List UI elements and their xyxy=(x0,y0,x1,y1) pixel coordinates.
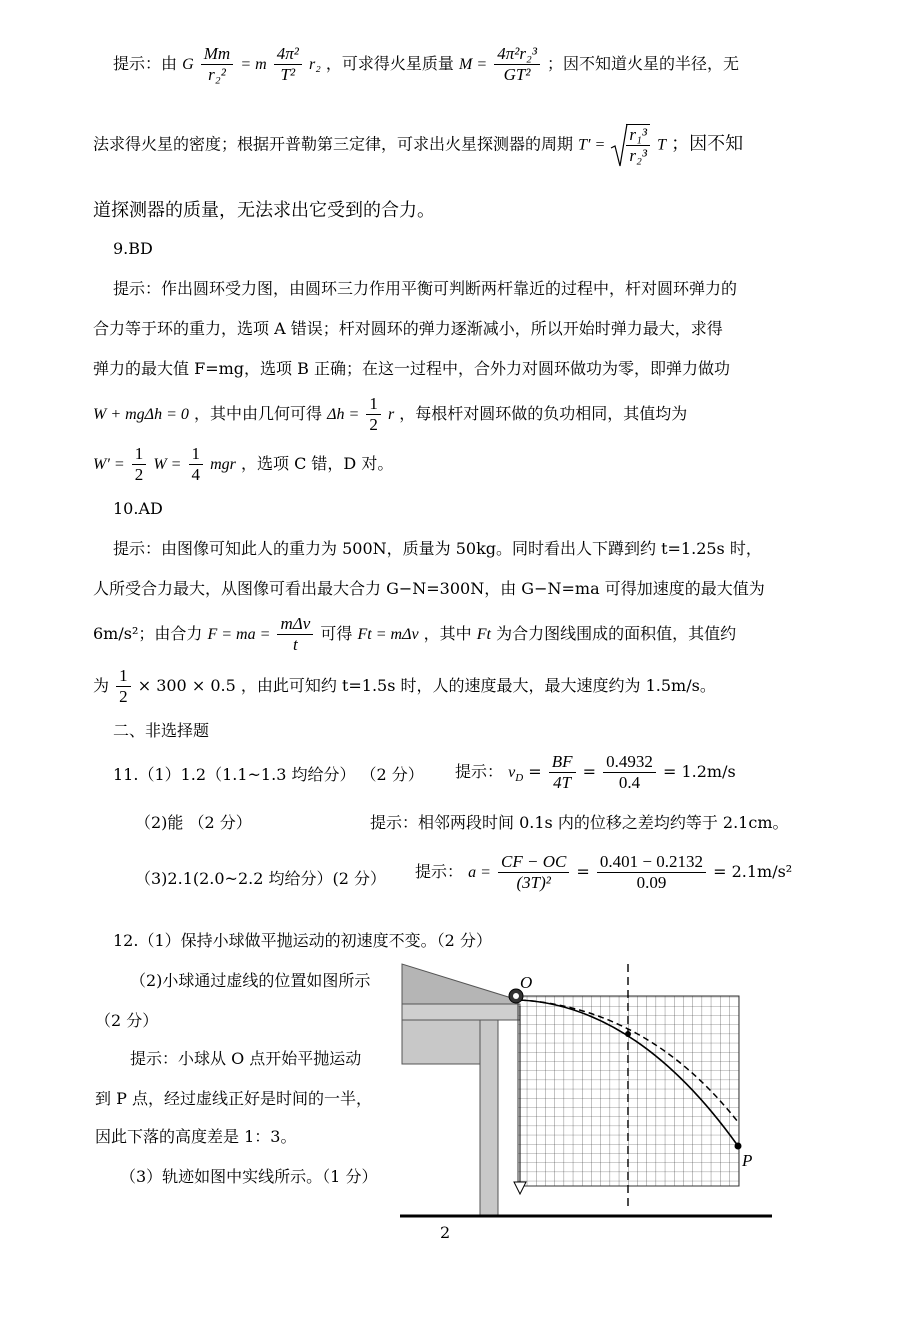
eq-t-prime: T′ = xyxy=(578,136,606,154)
page-number: 2 xyxy=(440,1223,451,1242)
text: ，其中由几何可得 xyxy=(193,404,322,423)
eq-v: v xyxy=(508,764,516,781)
eq-ft-term: Ft xyxy=(476,626,491,643)
q12-hint-line3: 因此下落的高度差是 1：3。 xyxy=(95,1127,297,1146)
eq-product: × 300 × 0.5 xyxy=(137,676,236,695)
eq-f: F = ma = xyxy=(207,626,271,643)
hint-label: 提示： xyxy=(455,762,504,781)
eq-a: a = xyxy=(468,864,491,881)
q11-part1-hint: 提示： $v_D$ = $\frac{BF}{4T}$ = $\frac{0.4932}{0.4}$ = 1.2m/s xyxy=(455,752,736,792)
q9-answer: 9.BD xyxy=(113,239,153,258)
q9-hint-line2: 合力等于环的重力，选项 A 错误；杆对圆环的弹力逐渐减小，所以开始时弹力最大，求得 xyxy=(93,319,723,338)
q11-part1: 11.（1）1.2（1.1~1.3 均给分） （2 分） xyxy=(113,765,424,784)
fraction-bf-over-4t: $\frac{BF}{4T}$ xyxy=(549,752,576,793)
q11-part2: （2)能 （2 分） xyxy=(135,813,252,832)
text: 为合力图线围成的面积值，其值约 xyxy=(496,624,737,643)
section-heading: 二、非选择题 xyxy=(113,721,210,740)
fraction-value: $\frac{0.4932}{0.4}$ xyxy=(603,752,656,793)
eq-mgr: mgr xyxy=(210,456,236,473)
fraction-quarter: $\frac{1}{4}$ xyxy=(189,444,204,485)
q10-hint-line3 xyxy=(93,614,736,655)
projectile-figure xyxy=(398,960,778,1222)
fraction-half: $\frac{1}{2}$ xyxy=(132,444,147,485)
q10-hint-line2: 人所受合力最大，从图像可看出最大合力 G−N=300N，由 G−N=ma 可得加速度的最大值为 xyxy=(93,579,765,598)
text: ，由此可知约 t=1.5s 时，人的速度最大，最大速度约为 1.5m/s。 xyxy=(240,676,716,695)
sqrt-expression: $\frac{\text{r₁³}}{\text{r₂³}}$ xyxy=(610,122,652,168)
eq-r2: r₂ xyxy=(308,56,321,73)
text: ；因不知道火星的半径，无 xyxy=(547,54,740,73)
q12-part2-score: （2 分） xyxy=(95,1011,159,1030)
q11-part2-hint: 提示：相邻两段时间 0.1s 内的位移之差均约等于 2.1cm。 xyxy=(370,813,789,832)
eq-result: = 1.2m/s xyxy=(662,762,736,781)
midpoint-marker xyxy=(625,1031,631,1037)
text: 6m/s²；由合力 xyxy=(93,624,203,643)
fraction-cf-oc: $\frac{CF - OC}{\text{(3T)²}}$ xyxy=(498,852,569,893)
label-p: P xyxy=(742,1151,753,1170)
eq-work: W + mgΔh = 0 xyxy=(93,406,189,423)
q11-part3: （3)2.1(2.0~2.2 均给分）(2 分） xyxy=(135,869,387,888)
table-top xyxy=(402,1004,520,1020)
eq-m: = m xyxy=(240,56,267,73)
q12-hint-line1: 提示：小球从 O 点开始平抛运动 xyxy=(130,1049,362,1068)
eq-result: = 2.1m/s² xyxy=(713,862,793,881)
q8-hint-line3: 道探测器的质量，无法求出它受到的合力。 xyxy=(93,200,435,221)
hint-label: 提示： xyxy=(415,862,464,881)
text: ，其中 xyxy=(423,624,472,643)
text: 为 xyxy=(93,676,110,695)
q9-hint-line5 xyxy=(93,444,393,485)
q9-hint-line3: 弹力的最大值 F=mg，选项 B 正确；在这一过程中，合外力对圆环做功为零，即弹力做功 xyxy=(93,359,730,378)
table-leg xyxy=(480,1020,498,1216)
text: ，每根杆对圆环做的负功相同，其值均为 xyxy=(399,404,688,423)
q10-hint-line1: 提示：由图像可知此人的重力为 500N，质量为 50kg。同时看出人下蹲到约 t=1.25s 时， xyxy=(113,539,762,558)
q9-hint-line4 xyxy=(93,394,687,435)
fraction-mass: $\frac{\text{4π²r₂³}}{\text{GT²}}$ xyxy=(494,44,540,85)
fraction-mm-over-r2: $\frac{Mm}{\text{r₂²}}$ xyxy=(201,44,233,85)
plumb-bob xyxy=(514,1182,526,1194)
q8-hint-line2 xyxy=(93,122,743,168)
q10-hint-line4 xyxy=(93,666,716,707)
fraction-value: $\frac{0.401 - 0.2132}{0.09}$ xyxy=(597,852,706,893)
q12-part1: 12.（1）保持小球做平抛运动的初速度不变。（2 分） xyxy=(113,931,492,950)
text: 法求得火星的密度；根据开普勒第三定律，可求出火星探测器的周期 xyxy=(93,134,574,154)
eq-g: G xyxy=(182,56,194,73)
q10-answer: 10.AD xyxy=(113,499,163,518)
hint-label: 提示：由 xyxy=(113,54,178,73)
eq-w-prime: W′ = xyxy=(93,456,125,473)
q11-part3-hint: 提示： a = $\frac{CF - OC}{\text{(3T)²}}$ = $\frac{0.401 - 0.2132}{0.09}$ = 2.1m/s² xyxy=(415,852,793,892)
q12-hint-line2: 到 P 点，经过虚线正好是时间的一半， xyxy=(95,1089,372,1108)
fraction-half: $\frac{1}{2}$ xyxy=(116,666,131,707)
text: ，选项 C 错，D 对。 xyxy=(241,454,394,473)
text: ，可求得火星质量 xyxy=(325,54,454,73)
fraction-4pi2-over-t2: $\frac{\text{4π²}}{\text{T²}}$ xyxy=(274,44,302,85)
eq-r: r xyxy=(387,406,395,423)
eq-t: T xyxy=(657,136,667,154)
text: ；因不知 xyxy=(671,133,744,155)
eq-m-mass: M = xyxy=(458,56,488,73)
point-p-marker xyxy=(735,1143,742,1150)
eq-ft: Ft = mΔv xyxy=(357,626,419,643)
eq-dh: Δh = xyxy=(327,406,360,423)
q8-hint-line1 xyxy=(113,44,739,85)
q9-hint-line1: 提示：作出圆环受力图，由圆环三力作用平衡可判断两杆靠近的过程中，杆对圆环弹力的 xyxy=(113,279,738,298)
fraction-mdv-over-t: $\frac{\text{mΔv}}{t}$ xyxy=(277,614,313,655)
eq-w: W = xyxy=(153,456,182,473)
q12-part2: （2)小球通过虚线的位置如图所示 xyxy=(130,971,371,990)
label-o: O xyxy=(520,973,533,992)
grid-board xyxy=(518,996,739,1186)
q12-part3: （3）轨迹如图中实线所示。（1 分） xyxy=(120,1167,378,1186)
text: 可得 xyxy=(320,624,353,643)
eq-sub-d: D xyxy=(515,772,524,785)
ramp xyxy=(402,964,518,1004)
ball-center xyxy=(513,993,519,999)
fraction-half: $\frac{1}{2}$ xyxy=(366,394,381,435)
